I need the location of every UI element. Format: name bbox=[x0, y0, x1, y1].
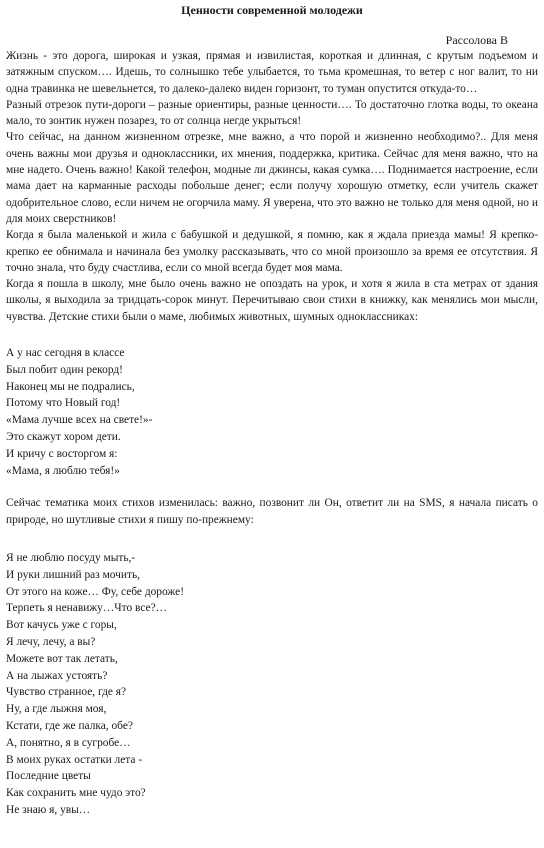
poem-line: Кстати, где же палка, обе? bbox=[6, 719, 133, 732]
paragraph: Когда я была маленькой и жила с бабушкой и дедушкой, я помню, как я ждала приезда мамы! Я крепко-крепко ее обнимала и начинала без умолку рассказывать, что со мной произошло за время ее отсутствия. Я точно знала, что буду счастлива, если со мной всегда будет моя мама. bbox=[6, 229, 538, 274]
poem-line: Был побит один рекорд! bbox=[6, 363, 123, 376]
poem-line: Вот качусь уже с горы, bbox=[6, 619, 117, 632]
document-title: Ценности современной молодежи bbox=[181, 3, 363, 17]
poem-line: А на лыжах устоять? bbox=[6, 669, 108, 682]
paragraph: Жизнь - это дорога, широкая и узкая, прямая и извилистая, короткая и длинная, с крутым подъемом и затяжным спуском…. Идешь, то солнышко тебе улыбается, то тьма кромешная, то ветер с ног валит, то ни одна травинка не шевельнется, то далеко-далеко виден горизонт, то туман опустится откуда-то… bbox=[6, 50, 538, 95]
poem-line: Я не люблю посуду мыть,- bbox=[6, 552, 136, 565]
essay-body bbox=[6, 48, 538, 325]
poem-line: И кричу с восторгом я: bbox=[6, 447, 118, 460]
poem-line: Я лечу, лечу, а вы? bbox=[6, 636, 96, 648]
poem-line: Как сохранить мне чудо это? bbox=[6, 787, 146, 800]
poem-line: А у нас сегодня в классе bbox=[6, 347, 125, 360]
poem-line: Это скажут хором дети. bbox=[6, 431, 121, 444]
author-name: Рассолова В bbox=[445, 33, 508, 47]
poem-line: А, понятно, я в сугробе… bbox=[6, 736, 131, 749]
poem-line: От этого на коже… Фу, себе дороже! bbox=[6, 585, 184, 598]
poem-childhood bbox=[6, 345, 538, 479]
poem-line: Наконец мы не подрались, bbox=[6, 380, 135, 393]
poem-line: И руки лишний раз мочить, bbox=[6, 568, 141, 581]
poem-line: Терпеть я ненавижу…Что все?… bbox=[6, 602, 168, 615]
poem-line: «Мама, я люблю тебя!» bbox=[6, 464, 120, 477]
poem-line: Не знаю я, увы… bbox=[6, 803, 91, 816]
poem-line: Потому что Новый год! bbox=[6, 397, 121, 410]
poem-line: Последние цветы bbox=[6, 770, 91, 783]
paragraph: Что сейчас, на данном жизненном отрезке, мне важно, а что порой и жизненно необходимо?.. Для меня очень важны мои друзья и одноклассники, их мнения, поддержка, критика. Сейчас для меня важно, что на мне надето. Очень важно! Какой телефон, модные ли джинсы, какая сумка…. Поднимается настроение, если мама дает на карманные расходы побольше денег; если получу хорошую отметку, если учитель скажет одобрительное слово, если ничем не огорчила маму. Я уверена, что это важно не только для меня одной, но и для моих сверстников! bbox=[6, 131, 538, 225]
paragraph: Когда я пошла в школу, мне было очень важно не опоздать на урок, и хотя я жила в ста метрах от здания школы, я выходила за тридцать-сорок минут. Перечитываю свои стихи в книжку, как менялись мои мысли, чувства. Детские стихи были о маме, любимых животных, шумных одноклассниках: bbox=[6, 278, 538, 323]
poem-line: «Мама лучше всех на свете!»- bbox=[6, 414, 153, 427]
poem-line: Можете вот так летать, bbox=[6, 652, 118, 665]
poem-humorous bbox=[6, 550, 538, 819]
poem-line: Ну, а где лыжня моя, bbox=[6, 703, 107, 716]
poem-line: Чувство странное, где я? bbox=[6, 686, 127, 699]
paragraph: Разный отрезок пути-дороги – разные ориентиры, разные ценности…. То достаточно глотка воды, то океана мало, то зонтик нужен позарез, то от солнца негде укрыться! bbox=[6, 98, 538, 128]
poem-line: В моих руках остатки лета - bbox=[6, 753, 143, 766]
transition-paragraph: Сейчас тематика моих стихов изменилась: важно, позвонит ли Он, ответит ли на SMS, я начала писать о природе, но шутливые стихи я пишу по-прежнему: bbox=[6, 497, 538, 526]
